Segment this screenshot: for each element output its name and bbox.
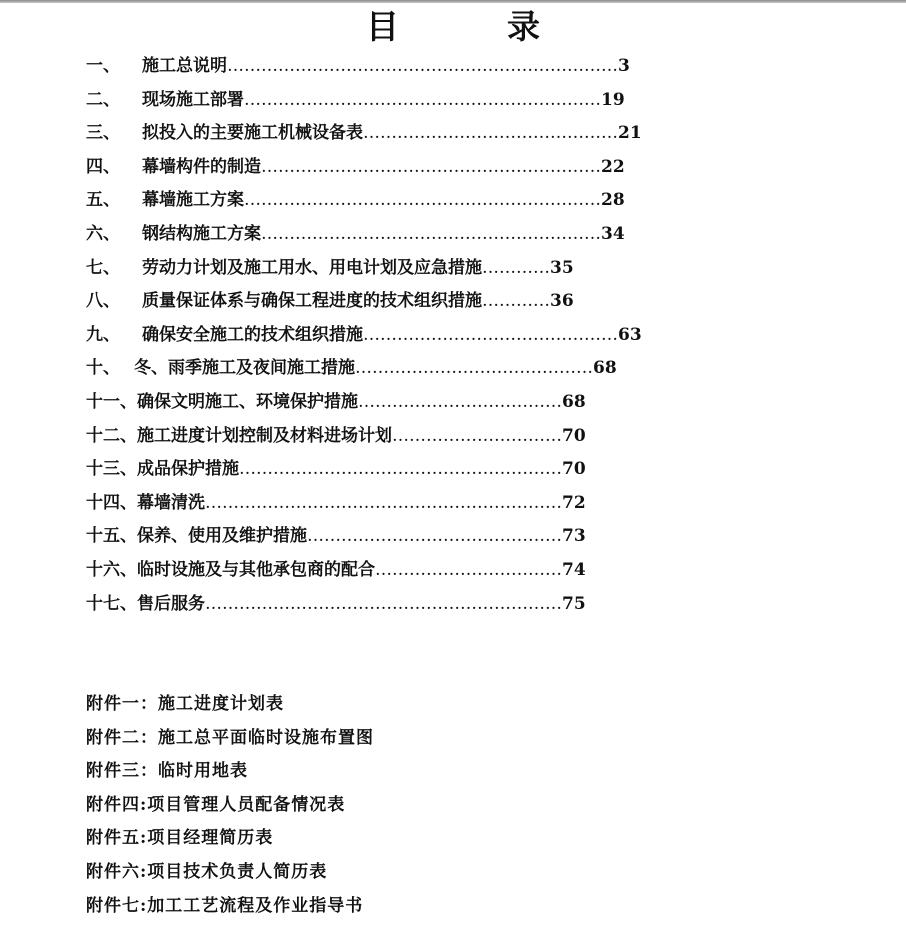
toc-entry-title: 质量保证体系与确保工程进度的技术组织措施 — [142, 291, 482, 312]
toc-page-number: 75 — [562, 593, 586, 614]
toc-entry-title: 保养、使用及维护措施 — [137, 526, 307, 547]
toc-entry-title: 施工总说明 — [142, 56, 227, 76]
toc-entry-title: 确保文明施工、环境保护措施 — [137, 391, 358, 412]
toc-entry[interactable] — [86, 288, 646, 322]
toc-entry[interactable] — [86, 490, 646, 524]
toc-page-number: 74 — [562, 559, 586, 580]
toc-dot-leader: …………………………………………………… — [261, 156, 601, 177]
toc-entry-title: 临时设施及与其他承包商的配合 — [137, 559, 375, 580]
toc-entry-number: 二、 — [86, 89, 120, 110]
toc-entry-number: 四、 — [86, 156, 120, 177]
appendix-list — [86, 690, 374, 925]
toc-entry-number: 八、 — [86, 291, 120, 312]
toc-entry-title: 成品保护措施 — [137, 459, 239, 480]
toc-entry[interactable] — [86, 355, 646, 389]
toc-entry-number: 十七、 — [86, 593, 137, 614]
toc-page-number: 36 — [550, 291, 574, 312]
toc-page-number: 34 — [601, 223, 625, 244]
page-title — [0, 6, 906, 48]
toc-dot-leader: …………………………………… — [355, 358, 593, 379]
appendix-item: 附件二：施工总平面临时设施布置图 — [86, 727, 374, 748]
toc-entry[interactable] — [86, 255, 646, 289]
toc-page-number: 19 — [601, 89, 625, 110]
toc-entry-number: 十四、 — [86, 492, 137, 513]
appendix-item: 附件一：施工进度计划表 — [86, 694, 284, 714]
toc-page-number: 70 — [562, 425, 586, 446]
toc-entry-number: 九、 — [86, 324, 120, 345]
toc-entry-title: 冬、雨季施工及夜间施工措施 — [134, 358, 355, 379]
toc-entry[interactable] — [86, 523, 646, 557]
toc-entry-title: 售后服务 — [137, 593, 205, 614]
toc-page-number: 28 — [601, 190, 625, 211]
title-char-2: 录 — [507, 7, 540, 46]
toc-entry[interactable] — [86, 53, 646, 87]
toc-entry-title: 劳动力计划及施工用水、用电计划及应急措施 — [142, 257, 482, 278]
toc-entry[interactable] — [86, 423, 646, 457]
toc-dot-leader: ……………………………………………………… — [205, 593, 562, 614]
toc-dot-leader: ………………………………………………… — [239, 459, 562, 480]
toc-dot-leader: ……………………………………… — [307, 526, 562, 547]
toc-entry[interactable] — [86, 456, 646, 490]
toc-entry-number: 五、 — [86, 190, 120, 211]
toc-entry-number: 十六、 — [86, 559, 137, 580]
toc-page-number: 72 — [562, 492, 586, 513]
toc-entry-title: 确保安全施工的技术组织措施 — [142, 324, 363, 345]
toc-page-number: 35 — [550, 257, 574, 278]
toc-entry-number: 十三、 — [86, 459, 137, 480]
toc-entry-number: 十一、 — [86, 391, 137, 412]
toc-dot-leader: ………… — [482, 291, 550, 312]
toc-entry-number: 十二、 — [86, 425, 137, 446]
appendix-item: 附件七:加工工艺流程及作业指导书 — [86, 895, 364, 916]
toc-dot-leader: ……………………………………………………… — [244, 89, 601, 110]
toc-entry[interactable] — [86, 154, 646, 188]
toc-entry[interactable] — [86, 221, 646, 255]
toc-entry-title: 现场施工部署 — [142, 89, 244, 110]
toc-dot-leader: ……………………………………………………… — [244, 190, 601, 211]
toc-entry-number: 一、 — [86, 56, 120, 76]
appendix-item: 附件三：临时用地表 — [86, 761, 248, 782]
toc-entry[interactable] — [86, 120, 646, 154]
toc-page-number: 70 — [562, 459, 586, 480]
toc-entry-number: 十五、 — [86, 526, 137, 547]
toc-dot-leader: ……………………………………… — [363, 324, 618, 345]
toc-page-number: 68 — [593, 358, 617, 379]
toc-dot-leader: ……………………………………………………… — [205, 492, 562, 513]
toc-dot-leader: ……………………………………… — [363, 123, 618, 144]
toc-entry[interactable] — [86, 389, 646, 423]
toc-page-number: 22 — [601, 156, 625, 177]
table-of-contents — [86, 53, 646, 624]
toc-entry-number: 七、 — [86, 257, 120, 278]
toc-entry-title: 幕墙清洗 — [137, 492, 205, 513]
title-char-1: 目 — [366, 7, 399, 46]
toc-page-number: 3 — [618, 56, 630, 76]
toc-entry[interactable] — [86, 322, 646, 356]
toc-entry-title: 幕墙构件的制造 — [142, 156, 261, 177]
appendix-item: 附件四:项目管理人员配备情况表 — [86, 794, 346, 815]
toc-entry-number: 六、 — [86, 223, 120, 244]
toc-dot-leader: …………………………………………………………… — [227, 56, 618, 76]
toc-entry-title: 施工进度计划控制及材料进场计划 — [137, 425, 392, 446]
toc-page-number: 68 — [562, 391, 586, 412]
toc-entry-number: 三、 — [86, 123, 120, 144]
toc-entry-title: 拟投入的主要施工机械设备表 — [142, 123, 363, 144]
appendix-item: 附件六:项目技术负责人简历表 — [86, 861, 328, 882]
window-top-border — [0, 0, 906, 3]
toc-page-number: 73 — [562, 526, 586, 547]
toc-page-number: 21 — [618, 123, 642, 144]
toc-entry[interactable] — [86, 591, 646, 625]
toc-entry-title: 钢结构施工方案 — [142, 223, 261, 244]
toc-entry[interactable] — [86, 187, 646, 221]
toc-entry-number: 十、 — [86, 358, 120, 379]
toc-dot-leader: ………………………… — [392, 425, 562, 446]
toc-dot-leader: …………………………………………………… — [261, 223, 601, 244]
toc-entry[interactable] — [86, 557, 646, 591]
toc-entry[interactable] — [86, 87, 646, 121]
toc-dot-leader: ………… — [482, 257, 550, 278]
toc-dot-leader: …………………………… — [375, 559, 562, 580]
toc-page-number: 63 — [618, 324, 642, 345]
appendix-item: 附件五:项目经理简历表 — [86, 828, 274, 849]
toc-dot-leader: ……………………………… — [358, 391, 562, 412]
toc-entry-title: 幕墙施工方案 — [142, 190, 244, 211]
